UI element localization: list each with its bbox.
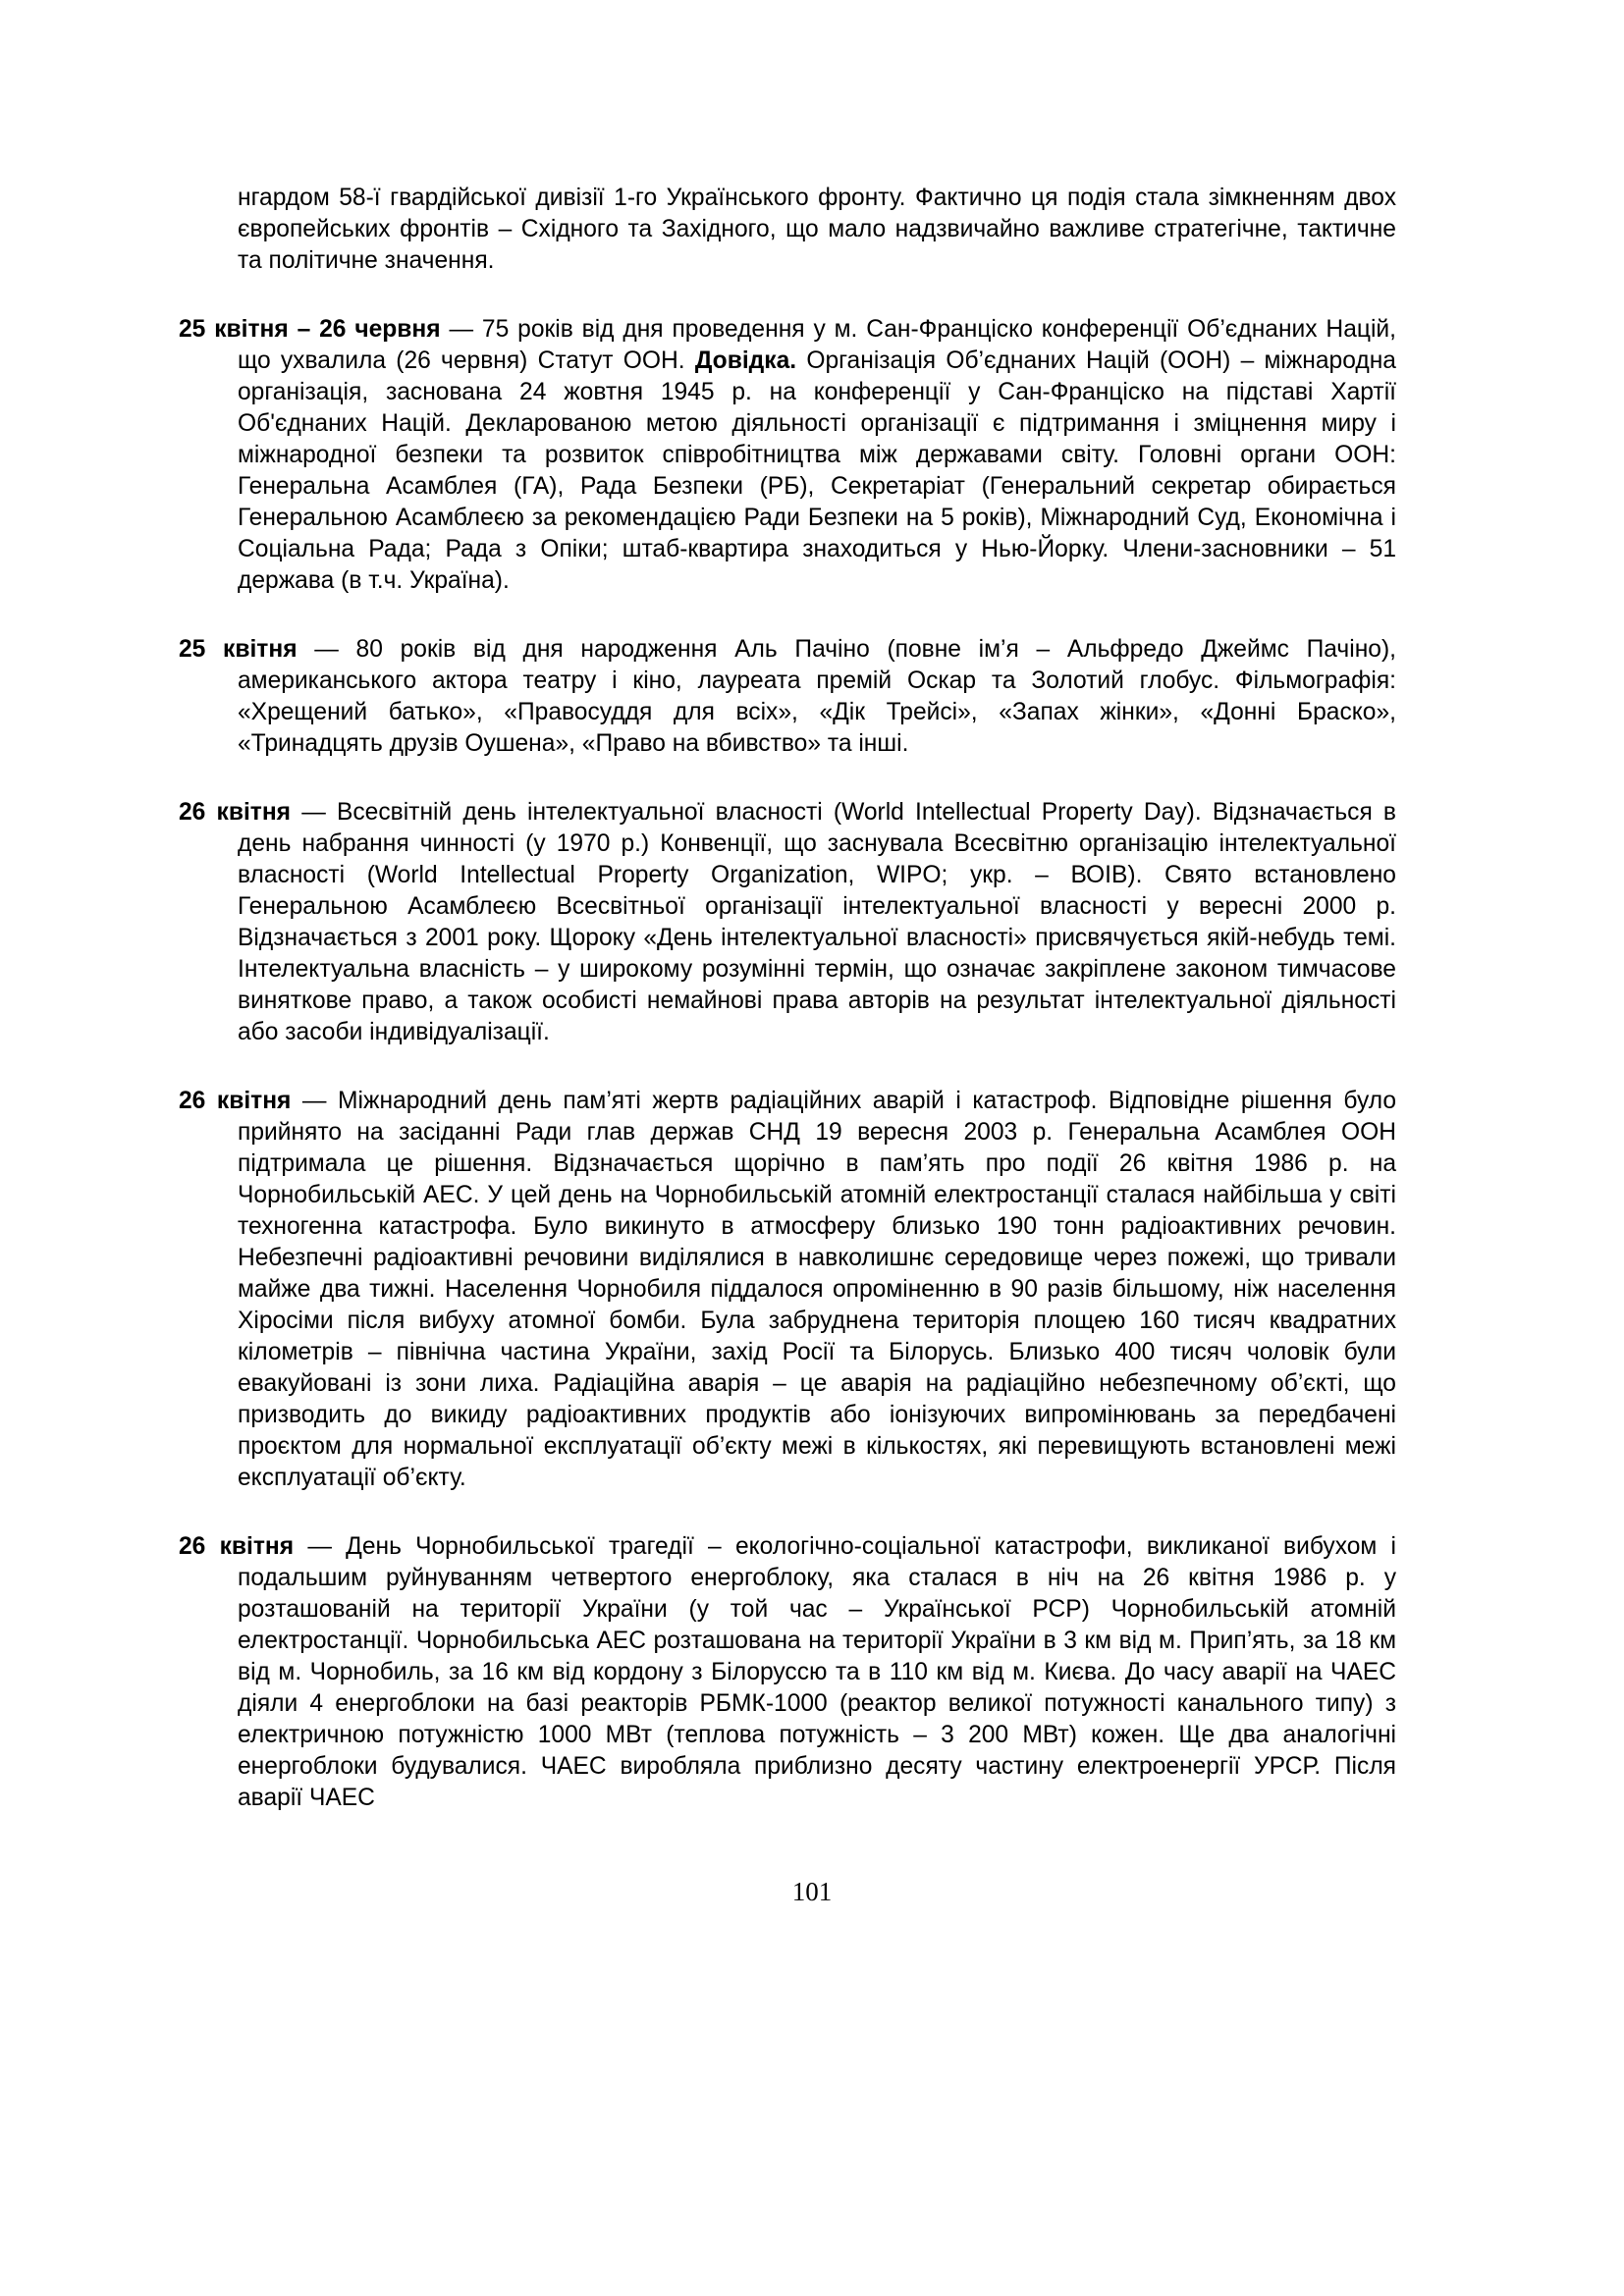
entry-date: 26 квітня (179, 1088, 292, 1114)
entry-text-continued: Організація Об’єднаних Націй (ООН) – міжнародна організація, заснована 24 жовтня 1945 р. на конференції у Сан-Франціско на підставі Хартії Об'єднаних Націй. Декларованою метою діяльності організації є підтримання і зміцнення миру і міжнародної безпеки та розвиток співробітництва між державами світу. Головні органи ООН: Генеральна Асамблея (ГА), Рада Безпеки (РБ), Секретаріат (Генеральний секретар обирається Генеральною Асамблеєю за рекомендацією Ради Безпеки на 5 років), Міжнародний Суд, Економічна і Соціальна Рада; Рада з Опіки; штаб-квартира знаходиться у Нью-Йорку. Члени-засновники – 51 держава (в т.ч. Україна). (238, 347, 1396, 594)
entry-text: — 80 років від дня народження Аль Пачіно (повне ім’я – Альфредо Джеймс Пачіно), американського актора театру і кіно, лауреата премій Оскар та Золотий глобус. Фільмографія: «Хрещений батько», «Правосуддя для всіх», «Дік Трейсі», «Запах жінки», «Донні Браско», «Тринадцять друзів Оушена», «Право на вбивство» та інші. (238, 636, 1396, 757)
body-text (179, 183, 1396, 1851)
entry-date: 26 квітня (179, 1533, 295, 1560)
entry-date: 25 квітня (179, 636, 298, 663)
entry-radiation-victims-day (179, 1086, 1396, 1494)
entry-text: — 75 років від дня проведення у м. Сан-Франціско конференції Об’єднаних Націй, що ухвалила (26 червня) Статут ООН. (238, 316, 1396, 374)
entry-text: — Міжнародний день пам’яті жертв радіаційних аварій і катастроф. Відповідне рішення було прийнято на засіданні Ради глав держав СНД 19 вересня 2003 р. Генеральна Асамблея ООН підтримала це рішення. Відзначається щорічно в пам’ять про події 26 квітня 1986 р. на Чорнобильській АЕС. У цей день на Чорнобильській атомній електростанції сталася найбільша у світі техногенна катастрофа. Було викинуто в атмосферу близько 190 тонн радіоактивних речовин. Небезпечні радіоактивні речовини виділялися в навколишнє середовище через пожежі, що тривали майже два тижні. Населення Чорнобиля піддалося опроміненню в 90 разів більшому, ніж населення Хіросіми після вибуху атомної бомби. Була забруднена територія площею 160 тисяч квадратних кілометрів – північна частина України, захід Росії та Білорусь. Близько 400 тисяч чоловік були евакуйовані із зони лиха. Радіаційна аварія – це аварія на радіаційно небезпечному об’єкті, що призводить до викиду радіоактивних продуктів або іонізуючих випромінювань за передбачені проєктом для нормальної експлуатації об’єкту межі в кількостях, які перевищують встановлені межі експлуатації об’єкту. (238, 1088, 1396, 1491)
entry-al-pacino (179, 634, 1396, 760)
entry-text: — День Чорнобильської трагедії – екологічно-соціальної катастрофи, викликаної вибухом і подальшим руйнуванням четвертого енергоблоку, яка сталася в ніч на 26 квітня 1986 р. у розташованій на території України (у той час – Української РСР) Чорнобильській атомній електростанції. Чорнобильська АЕС розташована на території України в 3 км від м. Прип’ять, за 18 км від м. Чорнобиль, за 16 км від кордону з Білоруссю та в 110 км від м. Києва. До часу аварії на ЧАЕС діяли 4 енергоблоки на базі реакторів РБМК-1000 (реактор великої потужності канального типу) з електричною потужністю 1000 МВт (теплова потужність – 3 200 МВт) кожен. Ще два аналогічні енергоблоки будувалися. ЧАЕС виробляла приблизно десяту частину електроенергії УРСР. Після аварії ЧАЕС (238, 1533, 1397, 1811)
entry-chornobyl-tragedy-day (179, 1531, 1396, 1814)
entry-intellectual-property-day (179, 797, 1396, 1048)
continued-paragraph: нгардом 58-ї гвардійської дивізії 1-го Українського фронту. Фактично ця подія стала зімкненням двох європейських фронтів – Східного та Західного, що мало надзвичайно важливе стратегічне, тактичне та політичне значення. (238, 185, 1396, 274)
reference-label: Довідка. (694, 347, 797, 374)
entry-date: 26 квітня (179, 799, 292, 826)
entry-un-conference (179, 314, 1396, 597)
page-number: 101 (791, 1877, 833, 1906)
entry-date: 25 квітня – 26 червня (179, 316, 441, 343)
entry-text: — Всесвітній день інтелектуальної власності (World Intellectual Property Day). Відзначається в день набрання чинності (у 1970 р.) Конвенції, що заснувала Всесвітню організацію інтелектуальної власності (World Intellectual Property Organization, WIPO; укр. – ВОІВ). Свято встановлено Генеральною Асамблеєю Всесвітньої організації інтелектуальної власності у вересні 2000 р. Відзначається з 2001 року. Щороку «День інтелектуальної власності» присвячується якій-небудь темі. Інтелектуальна власність – у широкому розумінні термін, що означає закріплене законом тимчасове виняткове право, а також особисті немайнові права авторів на результат інтелектуальної діяльності або засоби індивідуалізації. (238, 799, 1396, 1045)
